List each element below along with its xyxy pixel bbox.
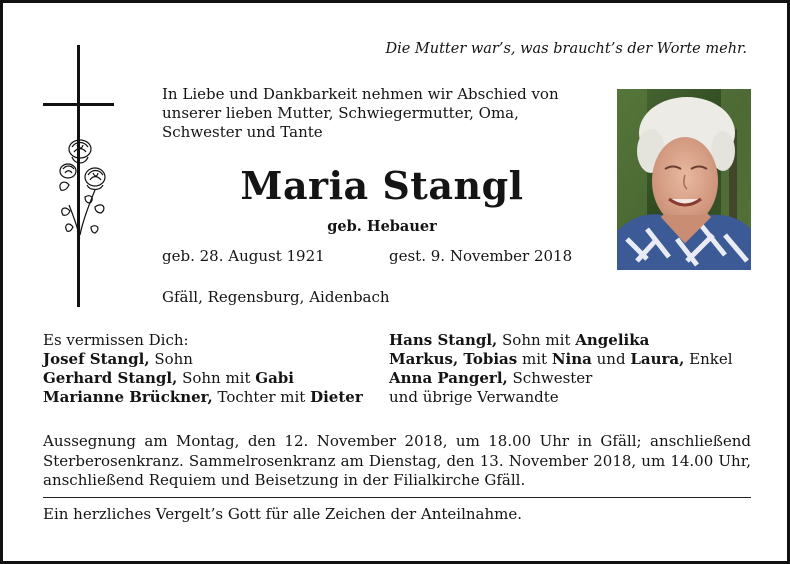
intro-text: In Liebe und Dankbarkeit nehmen wir Abschied von unserer lieben Mutter, Schwiegermutter, Oma, Schwester und Tante	[162, 85, 559, 141]
mourner-line: Anna Pangerl, Schwester	[389, 369, 593, 387]
portrait-photo	[617, 89, 751, 270]
mourner-line: Gerhard Stangl, Sohn mit Gabi	[43, 369, 294, 387]
places: Gfäll, Regensburg, Aidenbach	[162, 288, 390, 306]
birth-date: geb. 28. August 1921	[162, 247, 325, 265]
deceased-name: Maria Stangl	[240, 163, 524, 208]
thanks-line: Ein herzliches Vergelt’s Gott für alle Zeichen der Anteilnahme.	[43, 505, 523, 523]
mourner-line: Es vermissen Dich:	[43, 331, 189, 349]
mourner-line: Markus, Tobias mit Nina und Laura, Enkel	[389, 350, 733, 368]
death-date: gest. 9. November 2018	[389, 247, 573, 265]
mourner-line: Josef Stangl, Sohn	[43, 350, 193, 368]
motto: Die Mutter war’s, was braucht’s der Worte mehr.	[385, 41, 747, 57]
cross-bar	[43, 103, 114, 106]
mourner-line: Hans Stangl, Sohn mit Angelika	[389, 331, 650, 349]
mourners-left	[43, 331, 363, 407]
divider	[43, 497, 751, 498]
service-details: Aussegnung am Montag, den 12. November 2018, um 18.00 Uhr in Gfäll; anschließend Sterberosenkranz. Sammelrosenkranz am Dienstag, den 13. November 2018, um 14.00 Uhr, anschließend Requiem und Beisetzung in der Filialkirche Gfäll.	[43, 432, 751, 489]
mourners-right	[389, 331, 733, 407]
maiden-name: geb. Hebauer	[327, 218, 437, 235]
rose-icon	[55, 135, 113, 255]
mourner-line: Marianne Brückner, Tochter mit Dieter	[43, 388, 363, 406]
mourner-line: und übrige Verwandte	[389, 388, 559, 406]
